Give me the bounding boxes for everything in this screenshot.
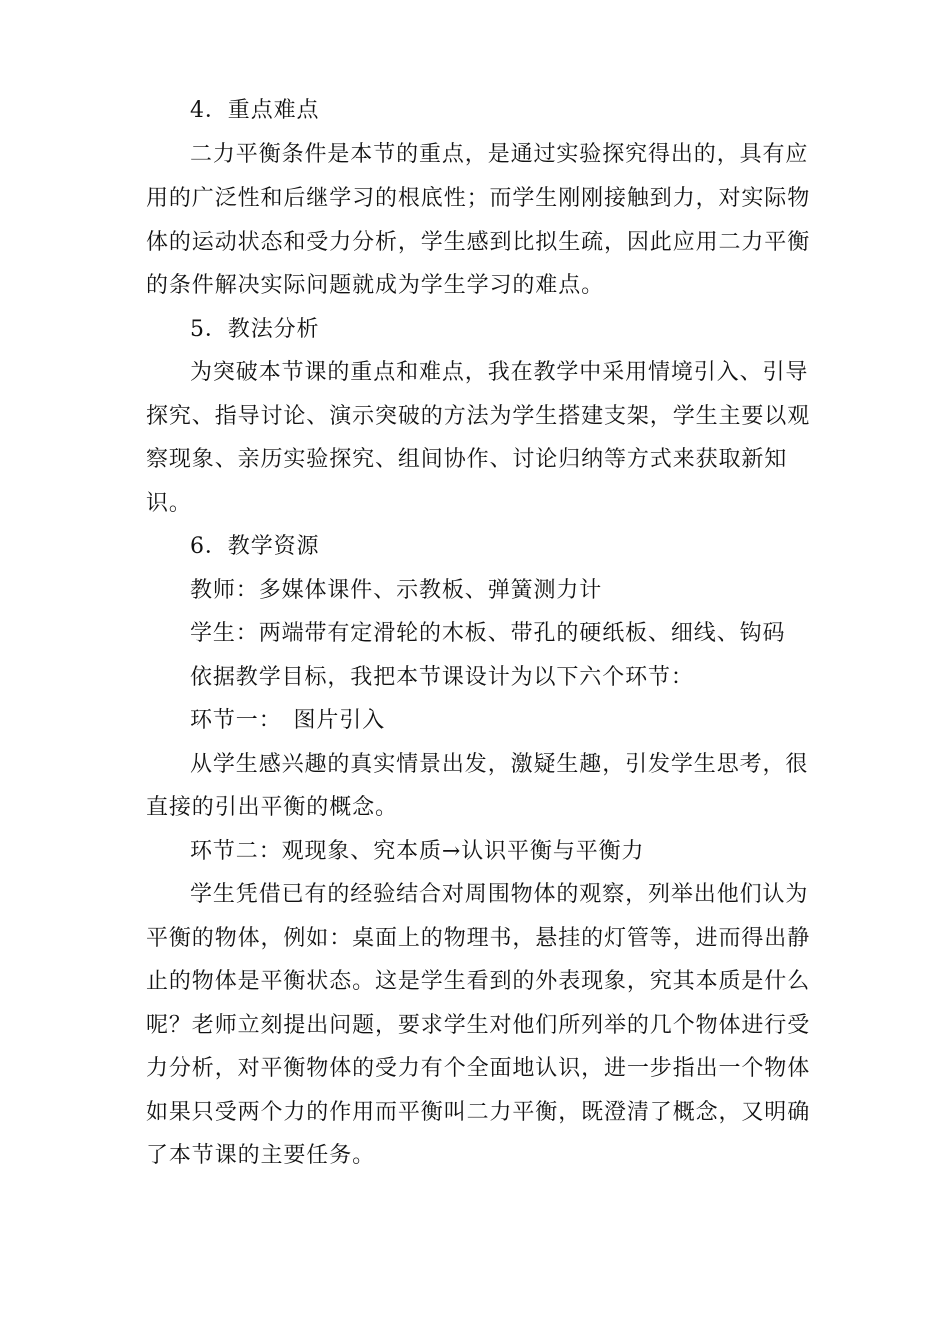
paragraph-line: 为突破本节课的重点和难点，我在教学中采用情境引入、引导 xyxy=(190,360,809,385)
paragraph-line: 平衡的物体，例如：桌面上的物理书，悬挂的灯管等，进而得出静 xyxy=(146,926,811,951)
paragraph-line: 了本节课的主要任务。 xyxy=(146,1143,376,1168)
paragraph-line: 用的广泛性和后继学习的根底性；而学生刚刚接触到力，对实际物 xyxy=(146,186,811,211)
paragraph-line: 止的物体是平衡状态。这是学生看到的外表现象，究其本质是什么 xyxy=(146,969,811,994)
paragraph-line: 识。 xyxy=(146,491,192,516)
paragraph-line: 呢？老师立刻提出问题，要求学生对他们所列举的几个物体进行受 xyxy=(146,1013,811,1038)
paragraph-line: 探究、指导讨论、演示突破的方法为学生搭建支架，学生主要以观 xyxy=(146,404,811,429)
section-one-title: 环节一： 图片引入 xyxy=(190,708,386,733)
paragraph-line: 的条件解决实际问题就成为学生学习的难点。 xyxy=(146,273,605,298)
teacher-resources: 教师：多媒体课件、示教板、弹簧测力计 xyxy=(190,578,603,603)
heading-resources: 6．教学资源 xyxy=(190,534,320,559)
heading-teaching-method: 5．教法分析 xyxy=(190,317,320,342)
design-intro: 依据教学目标，我把本节课设计为以下六个环节： xyxy=(190,665,694,690)
paragraph-line: 察现象、亲历实验探究、组间协作、讨论归纳等方式来获取新知 xyxy=(146,447,788,472)
heading-key-points: 4．重点难点 xyxy=(190,98,320,123)
paragraph-line: 体的运动状态和受力分析，学生感到比拟生疏，因此应用二力平衡 xyxy=(146,230,811,255)
section-two-title: 环节二：观现象、究本质→认识平衡与平衡力 xyxy=(190,839,645,864)
paragraph-line: 力分析，对平衡物体的受力有个全面地认识，进一步指出一个物体 xyxy=(146,1056,811,1081)
paragraph-line: 如果只受两个力的作用而平衡叫二力平衡，既澄清了概念，又明确 xyxy=(146,1100,811,1125)
student-resources: 学生：两端带有定滑轮的木板、带孔的硬纸板、细线、钩码 xyxy=(190,621,786,646)
paragraph-line: 直接的引出平衡的概念。 xyxy=(146,795,398,820)
paragraph-line: 从学生感兴趣的真实情景出发，激疑生趣，引发学生思考，很 xyxy=(190,752,809,777)
paragraph-line: 学生凭借已有的经验结合对周围物体的观察，列举出他们认为 xyxy=(190,882,809,907)
paragraph-line: 二力平衡条件是本节的重点，是通过实验探究得出的，具有应 xyxy=(190,142,809,167)
